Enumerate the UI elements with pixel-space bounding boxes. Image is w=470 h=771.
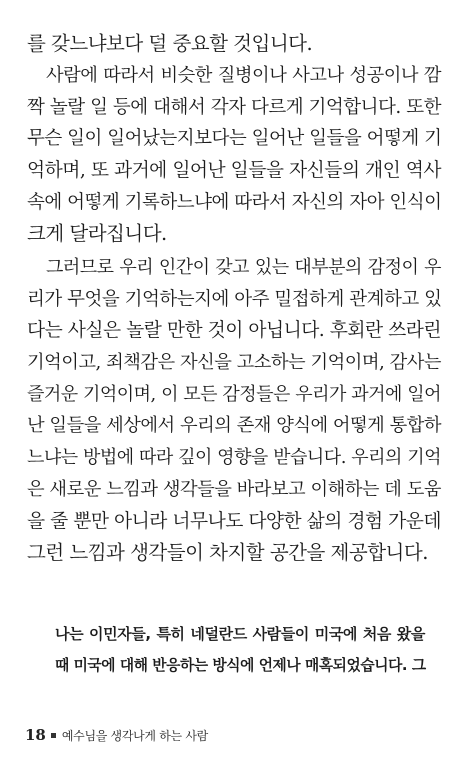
text-line: 억하며, 또 과거에 일어난 일들을 자신들의 개인 역사 xyxy=(27,160,441,182)
text-line: 기억이고, 죄책감은 자신을 고소하는 기억이며, 감사는 xyxy=(27,352,441,374)
paragraph-continuation xyxy=(27,28,441,60)
text-line: 을 줄 뿐만 아니라 너무나도 다양한 삶의 경험 가운데 xyxy=(27,510,441,532)
text-line: 난 일들을 세상에서 우리의 존재 양식에 어떻게 통합하 xyxy=(27,415,441,437)
page-footer xyxy=(25,724,208,746)
text-line: 그러므로 우리 인간이 갖고 있는 대부분의 감정이 우 xyxy=(46,257,441,278)
text-line: 를 갖느냐보다 덜 중요할 것입니다. xyxy=(27,32,313,55)
running-title: 예수님을 생각나게 하는 사람 xyxy=(61,728,208,743)
quote-line: 때 미국에 대해 반응하는 방식에 언제나 매혹되었습니다. 그 xyxy=(55,657,426,674)
quote-line: 나는 이민자들, 특히 네덜란드 사람들이 미국에 처음 왔을 xyxy=(55,625,425,643)
text-line: 다는 사실은 놀랄 만한 것이 아닙니다. 후회란 쓰라린 xyxy=(27,320,441,342)
text-line: 느냐는 방법에 따라 깊이 영향을 받습니다. 우리의 기억 xyxy=(27,447,441,469)
text-line: 무슨 일이 일어났는지보다는 일어난 일들을 어떻게 기 xyxy=(27,128,442,150)
separator-square-icon xyxy=(51,733,56,738)
text-line: 속에 어떻게 기록하느냐에 따라서 자신의 자아 인식이 xyxy=(27,191,442,213)
text-line: 사람에 따라서 비슷한 질병이나 사고나 성공이나 깜 xyxy=(46,65,441,86)
quote-passage xyxy=(55,618,425,682)
text-line: 짝 놀랄 일 등에 대해서 각자 다르게 기억합니다. 또한 xyxy=(27,96,441,118)
text-line: 그런 느낌과 생각들이 차지할 공간을 제공합니다. xyxy=(27,541,428,565)
text-line: 리가 무엇을 기억하는지에 아주 밀접하게 관계하고 있 xyxy=(27,288,442,310)
paragraph-emotions-memory xyxy=(27,252,441,569)
page-number: 18 xyxy=(25,726,46,744)
text-line: 크게 달라집니다. xyxy=(27,222,167,246)
text-line: 은 새로운 느낌과 생각들을 바라보고 이해하는 데 도움 xyxy=(27,478,441,500)
paragraph-memory-difference xyxy=(27,60,441,250)
text-line: 즐거운 기억이며, 이 모든 감정들은 우리가 과거에 일어 xyxy=(27,383,441,405)
